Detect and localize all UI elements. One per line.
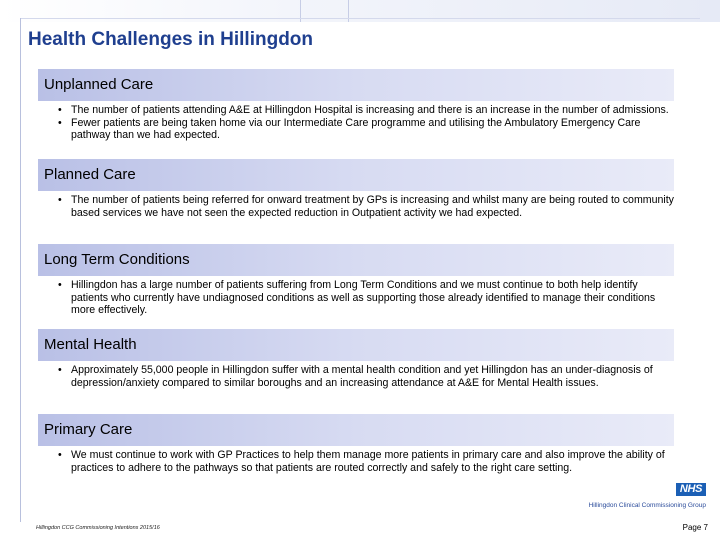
- bullet-list: [38, 449, 674, 474]
- nhs-logo-icon: NHS: [676, 483, 706, 496]
- section-mental-health: [38, 329, 674, 389]
- bullet-item: • The number of patients being referred for onward treatment by GPs is increasing and whilst many are being routed to community based services we have not seen the expected reduction in Outpatient activity we had expected.: [71, 194, 674, 219]
- bullet-item: • Fewer patients are being taken home via our Intermediate Care programme and utilising the Ambulatory Emergency Care pathway than we had expected.: [71, 117, 674, 142]
- bullet-item: • Approximately 55,000 people in Hillingdon suffer with a mental health condition and yet Hillingdon has an under-diagnosis of depression/anxiety compared to similar boroughs and an increasing attendance at A&E for Mental Health issues.: [71, 364, 674, 389]
- bullet-list: [38, 279, 674, 317]
- section-heading: Long Term Conditions: [38, 244, 674, 276]
- section-heading: Mental Health: [38, 329, 674, 361]
- bullet-list: [38, 194, 674, 219]
- page-number: Page 7: [682, 523, 708, 532]
- bullet-item: • The number of patients attending A&E at Hillingdon Hospital is increasing and there is an increase in the number of admissions.: [71, 104, 674, 117]
- footer-note: Hillingdon CCG Commissioning Intentions 2015/16: [36, 525, 160, 531]
- frame-top-rule: [20, 18, 700, 19]
- organisation-name: Hillingdon Clinical Commissioning Group: [588, 502, 706, 509]
- section-unplanned-care: [38, 69, 674, 142]
- bullet-list: [38, 364, 674, 389]
- section-primary-care: [38, 414, 674, 474]
- section-planned-care: [38, 159, 674, 219]
- bullet-item: • We must continue to work with GP Practices to help them manage more patients in primary care and also improve the ability of practices to adhere to the pathways so that patients are routed correctly and safely to the right care setting.: [71, 449, 674, 474]
- bullet-item: • Hillingdon has a large number of patients suffering from Long Term Conditions and we must continue to both help identify patients who currently have undiagnosed conditions as well as supporting those already identified to manage their conditions more effectively.: [71, 279, 674, 317]
- frame-left-rule: [20, 18, 21, 522]
- section-heading: Planned Care: [38, 159, 674, 191]
- section-long-term-conditions: [38, 244, 674, 317]
- page-title: Health Challenges in Hillingdon: [28, 29, 314, 50]
- section-heading: Primary Care: [38, 414, 674, 446]
- bullet-list: [38, 104, 674, 142]
- section-heading: Unplanned Care: [38, 69, 674, 101]
